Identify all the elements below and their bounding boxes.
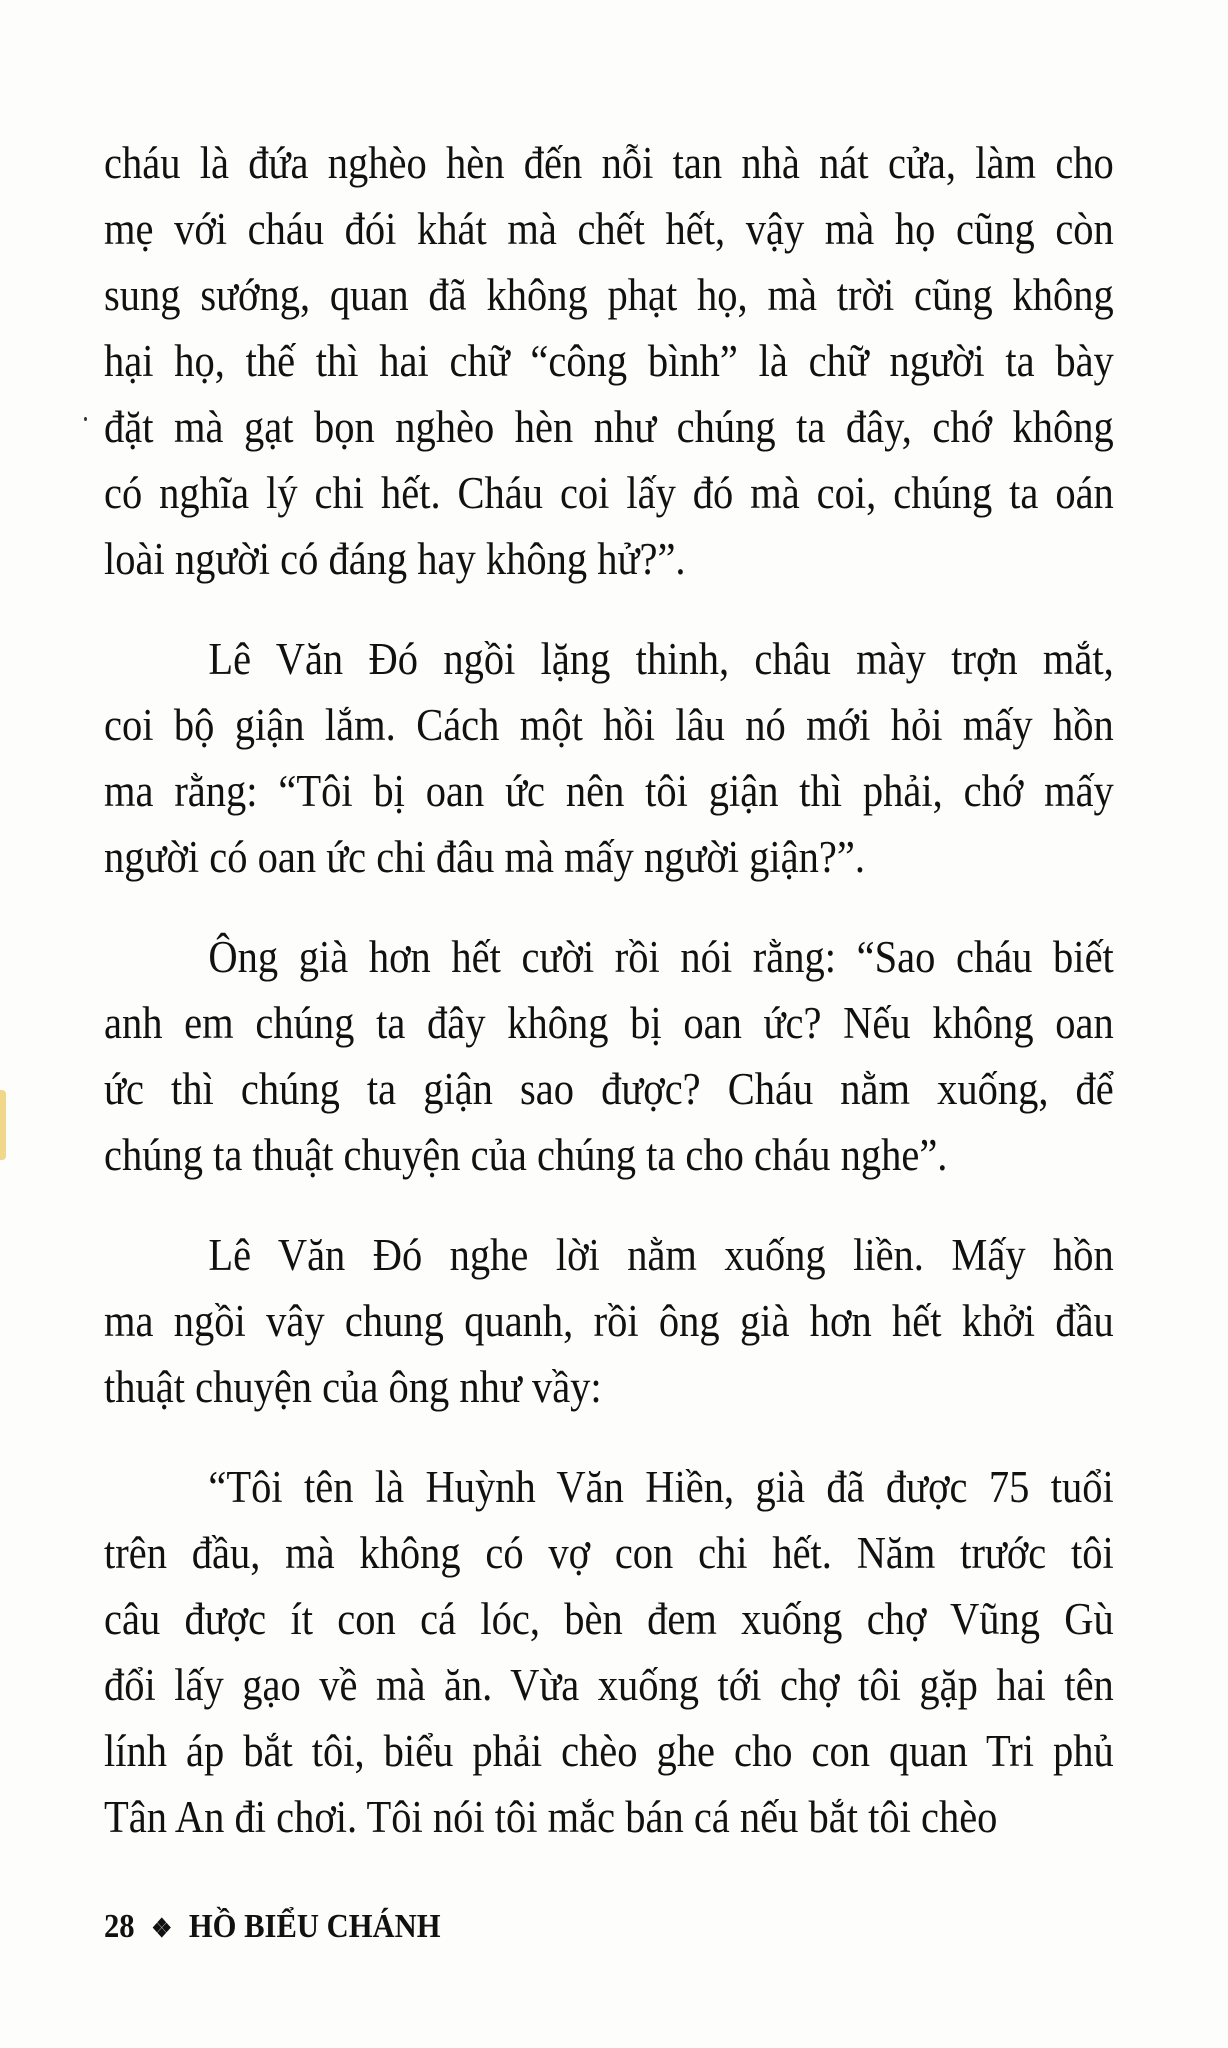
page-number: 28 — [104, 1908, 135, 1945]
paragraph — [104, 924, 1114, 1188]
paragraph — [104, 626, 1114, 890]
text-line: người có oan ức chi đâu mà mấy người giận?”. — [104, 832, 865, 882]
page-edge-stain — [0, 1090, 6, 1160]
text-line: trên đầu, mà không có vợ con chi hết. Năm trước tôi — [104, 1528, 1114, 1578]
text-line: Tân An đi chơi. Tôi nói tôi mắc bán cá nếu bắt tôi chèo — [104, 1792, 998, 1842]
paragraph — [104, 130, 1114, 592]
text-line: “Tôi tên là Huỳnh Văn Hiền, già đã được 75 tuổi — [208, 1462, 1114, 1512]
body-text — [104, 130, 1114, 1850]
text-line: có nghĩa lý chi hết. Cháu coi lấy đó mà coi, chúng ta oán — [104, 468, 1114, 518]
text-line: ma ngồi vây chung quanh, rồi ông già hơn hết khởi đầu — [104, 1296, 1114, 1346]
text-line: sung sướng, quan đã không phạt họ, mà trời cũng không — [104, 270, 1114, 320]
text-line: cháu là đứa nghèo hèn đến nỗi tan nhà nát cửa, làm cho — [104, 138, 1114, 188]
text-line: anh em chúng ta đây không bị oan ức? Nếu không oan — [104, 998, 1114, 1048]
text-line: Ông già hơn hết cười rồi nói rằng: “Sao cháu biết — [208, 932, 1114, 982]
margin-speck — [84, 417, 87, 421]
page-body — [104, 130, 1114, 1884]
page-footer — [104, 1908, 441, 1946]
text-line: lính áp bắt tôi, biểu phải chèo ghe cho con quan Tri phủ — [104, 1726, 1114, 1776]
text-line: thuật chuyện của ông như vầy: — [104, 1362, 602, 1412]
text-line: Lê Văn Đó nghe lời nằm xuống liền. Mấy hồn — [208, 1230, 1114, 1280]
text-line: đổi lấy gạo về mà ăn. Vừa xuống tới chợ tôi gặp hai tên — [104, 1660, 1114, 1710]
text-line: chúng ta thuật chuyện của chúng ta cho cháu nghe”. — [104, 1130, 948, 1180]
text-line: Lê Văn Đó ngồi lặng thinh, châu mày trợn mắt, — [208, 634, 1114, 684]
paragraph — [104, 1222, 1114, 1420]
paragraph — [104, 1454, 1114, 1850]
author-name: HỒ BIỂU CHÁNH — [188, 1908, 441, 1945]
text-line: đặt mà gạt bọn nghèo hèn như chúng ta đây, chớ không — [104, 402, 1114, 452]
text-line: câu được ít con cá lóc, bèn đem xuống chợ Vũng Gù — [104, 1594, 1114, 1644]
text-line: hại họ, thế thì hai chữ “công bình” là chữ người ta bày — [104, 336, 1114, 386]
text-line: mẹ với cháu đói khát mà chết hết, vậy mà họ cũng còn — [104, 204, 1114, 254]
text-line: ức thì chúng ta giận sao được? Cháu nằm xuống, để — [104, 1064, 1114, 1114]
text-line: loài người có đáng hay không hử?”. — [104, 534, 686, 584]
diamond-ornament-icon: ❖ — [151, 1914, 173, 1943]
text-line: ma rằng: “Tôi bị oan ức nên tôi giận thì phải, chớ mấy — [104, 766, 1114, 816]
text-line: coi bộ giận lắm. Cách một hồi lâu nó mới hỏi mấy hồn — [104, 700, 1114, 750]
